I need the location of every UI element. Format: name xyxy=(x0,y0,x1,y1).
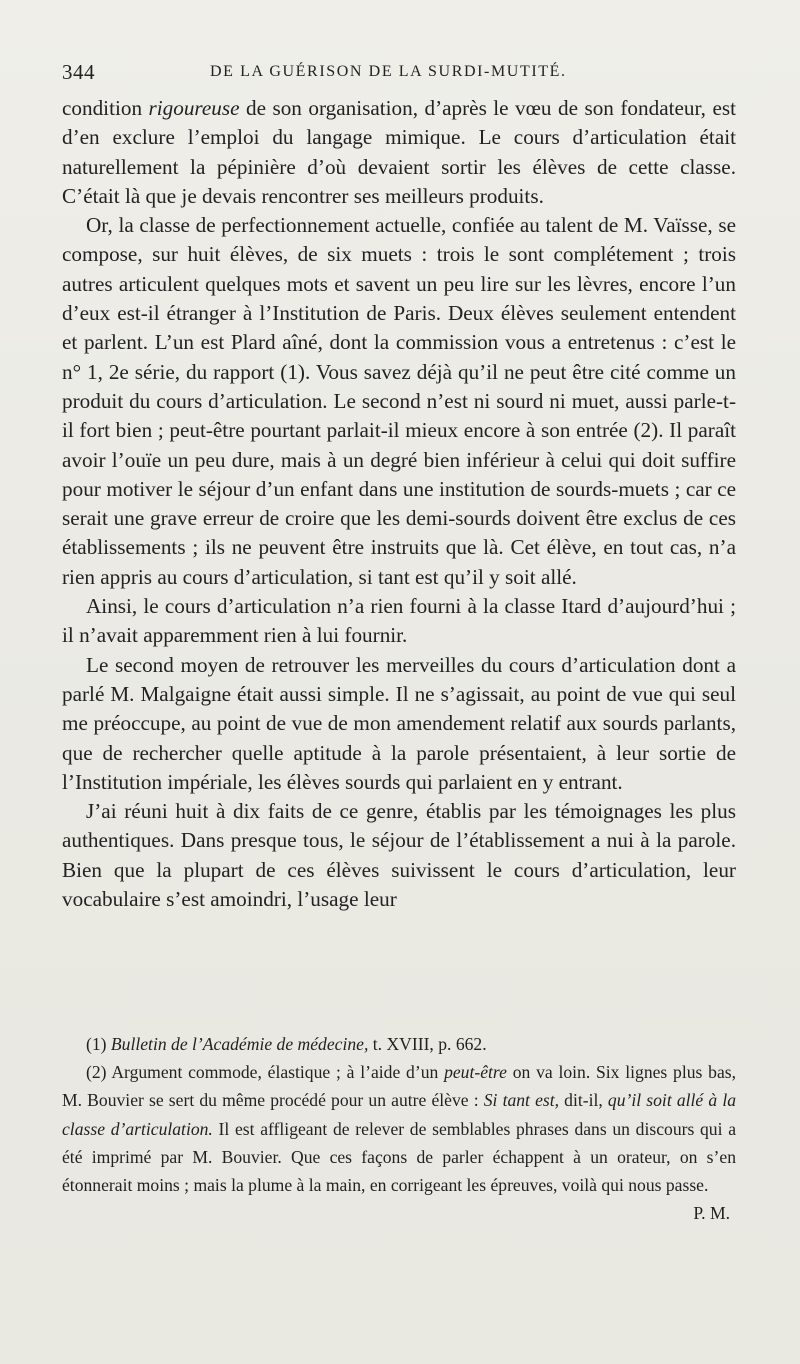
footnote-1-title: Bulletin de l’Académie de médecine, xyxy=(110,1034,369,1054)
footnote-1 xyxy=(62,1030,736,1058)
page-header xyxy=(62,60,738,86)
paragraph-1-text-c: de son organisation, d’après le vœu de son fondateur, est d’en exclure l’emploi du langage mimique. Le cours d’articulation était naturellement la pépinière d’où devaient sortir les élèves de cette classe. C’était là que je devais rencontrer ses meilleurs produits. xyxy=(62,96,736,208)
paragraph-3: Ainsi, le cours d’articulation n’a rien fourni à la classe Itard d’aujourd’hui ; il n’avait apparemment rien à lui fournir. xyxy=(62,594,736,648)
footnotes xyxy=(62,1030,736,1227)
paragraph-5: J’ai réuni huit à dix faits de ce genre, établis par les témoignages les plus authentiques. Dans presque tous, le séjour de l’établissement a nui à la parole. Bien que la plupart de ces élèves suivissent le cours d’articulation, leur vocabulaire s’est amoindri, l’usage leur xyxy=(62,799,736,912)
footnote-1-reference: t. XVIII, p. 662. xyxy=(368,1034,487,1054)
footnote-1-number: (1) xyxy=(86,1034,111,1054)
running-head: DE LA GUÉRISON DE LA SURDI-MUTITÉ. xyxy=(210,63,567,80)
paragraph-4: Le second moyen de retrouver les merveilles du cours d’articulation dont a parlé M. Malgaigne était aussi simple. Il ne s’agissait, au point de vue qui seul me préoccupe, au point de vue de mon amendement relatif aux sourds parlants, que de rechercher quelle aptitude à la parole présentaient, à leur sortie de l’Institution impériale, les élèves sourds qui parlaient en y entrant. xyxy=(62,652,736,794)
paragraph-1-text-a: condition xyxy=(62,96,149,120)
footnote-2-text-e: dit-il, xyxy=(559,1090,608,1111)
footnote-2-text-a: (2) Argument commode, élastique ; à l’aide d’un xyxy=(86,1062,445,1083)
footnote-2-emphasis-d: Si tant est, xyxy=(483,1090,560,1111)
paragraph-1 xyxy=(62,94,736,211)
paragraph-2: Or, la classe de perfectionnement actuelle, confiée au talent de M. Vaïsse, se compose, sur huit élèves, de six muets : trois le sont complétement ; trois autres articulent quelques mots et savent un peu lire sur les lèvres, encore l’un d’eux est-il étranger à l’Institution de Paris. Deux élèves seulement entendent et parlent. L’un est Plard aîné, dont la commission vous a entretenus : c’est le n° 1, 2e série, du rapport (1). Vous savez déjà qu’il ne peut être cité comme un produit du cours d’articulation. Le second n’est ni sourd ni muet, aussi parle-t-il fort bien ; peut-être pourtant parlait-il mieux encore à son entrée (2). Il paraît avoir l’ouïe un peu dure, mais à un degré bien inférieur à celui qui doit suffire pour motiver le séjour d’un enfant dans une institution de sourds-muets ; car ce serait une grave erreur de croire que les demi-sourds doivent être exclus de ces établissements ; ils ne peuvent être instruits que là. Cet élève, en tout cas, n’a rien appris au cours d’articulation, si tant est qu’il y soit allé. xyxy=(62,213,736,589)
footnote-signature: P. M. xyxy=(693,1203,730,1224)
footnote-2-emphasis-b: peut-être xyxy=(444,1062,507,1083)
footnote-2-text-g: Il est affligeant de relever de semblables phrases dans un discours qui a été imprimé par M. Bouvier. Que ces façons de parler échappent à un orateur, on s’en étonnerait moins ; mais la plume à la main, en corrigeant les épreuves, voilà qui nous passe. xyxy=(62,1118,736,1196)
paragraph-1-emphasis: rigoureuse xyxy=(148,96,240,120)
footnote-2-text-c: on va loin. Six lignes plus bas, M. Bouvier se sert du même procédé pour un autre élève : xyxy=(62,1062,737,1111)
footnote-2-emphasis-f: qu’il soit allé à la classe d’articulation. xyxy=(62,1090,737,1139)
main-text xyxy=(62,94,736,914)
footnote-2 xyxy=(62,1058,737,1224)
page-number: 344 xyxy=(62,60,95,84)
